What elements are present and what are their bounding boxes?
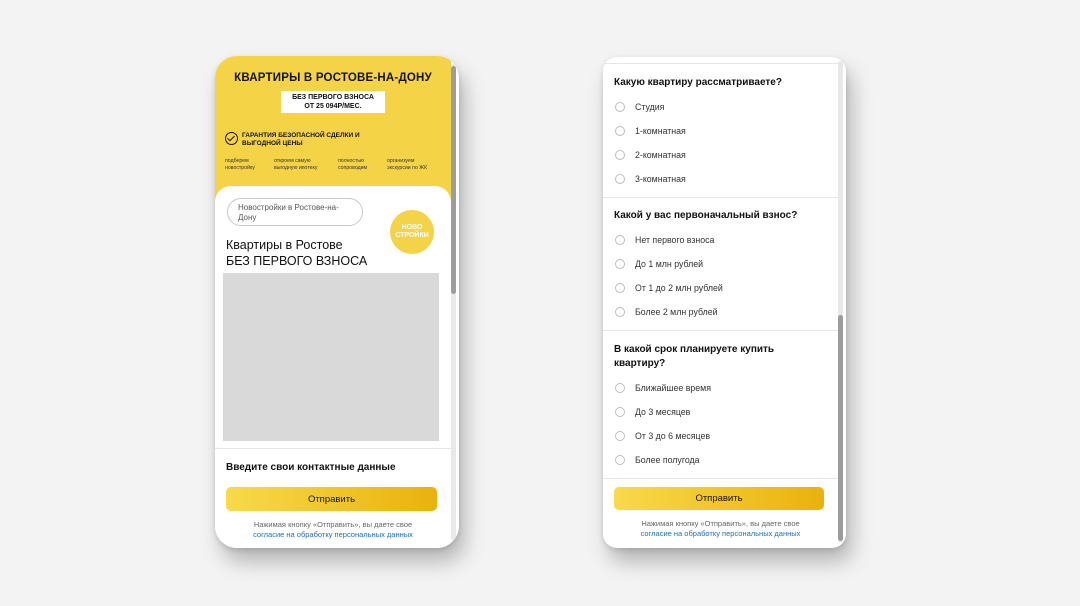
guarantee-text: ГАРАНТИЯ БЕЗОПАСНОЙ СДЕЛКИ И ВЫГОДНОЙ ЦЕНЫ [242,132,360,147]
option-up-to-3-months[interactable]: До 3 месяцев [615,407,690,417]
option-studio[interactable]: Студия [615,102,664,112]
badge-line2: СТРОЙКИ [395,232,429,239]
feature-item: организуем экскурсии по ЖК [387,158,428,171]
submit-button[interactable]: Отправить [614,487,824,510]
title-line1: Квартиры в Ростове [226,238,343,252]
right-phone-screen [603,57,846,548]
radio-button[interactable] [615,455,625,465]
radio-button[interactable] [615,150,625,160]
consent-note [603,519,838,539]
scrollbar-thumb[interactable] [838,315,843,541]
scrollbar[interactable] [838,61,843,543]
page-title [226,237,426,269]
radio-button[interactable] [615,174,625,184]
radio-button[interactable] [615,283,625,293]
category-chip[interactable]: Новостройки в Ростове-на-Дону [227,198,363,226]
option-no-down-payment[interactable]: Нет первого взноса [615,235,714,245]
option-over-2m[interactable]: Более 2 млн рублей [615,307,718,317]
question-timeframe: В какой срок планируете купить квартиру? [614,344,775,369]
consent-text: Нажимая кнопку «Отправить», вы даете свое [641,519,800,528]
question-down-payment: Какой у вас первоначальный взнос? [614,210,798,221]
consent-note [215,520,451,540]
badge-line1: НОВО [401,223,423,231]
left-phone-screen [215,56,459,548]
content-card [215,186,451,548]
radio-button[interactable] [615,307,625,317]
hero-banner [215,56,451,206]
guarantee [225,132,392,148]
radio-button[interactable] [615,383,625,393]
check-circle-icon [225,132,238,145]
submit-button[interactable]: Отправить [226,487,437,511]
scrollbar[interactable] [451,64,456,540]
divider [215,448,451,449]
radio-button[interactable] [615,102,625,112]
image-placeholder [223,273,439,441]
hero-title: КВАРТИРЫ В РОСТОВЕ-НА-ДОНУ [234,72,432,84]
consent-link[interactable]: согласие на обработку персональных данных [253,530,413,539]
consent-text: Нажимая кнопку «Отправить», вы даете свое [253,520,413,529]
option-up-to-1m[interactable]: До 1 млн рублей [615,259,703,269]
radio-button[interactable] [615,431,625,441]
option-1-to-2m[interactable]: От 1 до 2 млн рублей [615,283,723,293]
divider [603,330,838,331]
divider [603,63,838,64]
feature-item: откроем самую выгодную ипотеку [274,158,318,171]
divider [603,478,838,479]
radio-button[interactable] [615,126,625,136]
hero-badge-line1: БЕЗ ПЕРВОГО ВЗНОСА [292,94,374,101]
option-over-half-year[interactable]: Более полугода [615,455,700,465]
title-line2: БЕЗ ПЕРВОГО ВЗНОСА [226,254,368,268]
feature-item: полностью сопроводим [338,158,368,171]
hero-price-badge [281,91,385,113]
contact-title: Введите свои контактные данные [226,462,396,473]
radio-button[interactable] [615,259,625,269]
radio-button[interactable] [615,235,625,245]
features-list [225,158,433,172]
scrollbar-thumb[interactable] [451,66,456,294]
question-apartment-type: Какую квартиру рассматриваете? [614,77,782,88]
option-3-room[interactable]: 3-комнатная [615,174,686,184]
option-2-room[interactable]: 2-комнатная [615,150,686,160]
consent-link[interactable]: согласие на обработку персональных данных [640,529,801,538]
radio-button[interactable] [615,407,625,417]
option-asap[interactable]: Ближайшее время [615,383,711,393]
feature-item: подберем новостройку [225,158,255,171]
option-1-room[interactable]: 1-комнатная [615,126,686,136]
hero-badge-line2: ОТ 25 094Р/МЕС. [304,103,362,110]
divider [603,197,838,198]
option-3-to-6-months[interactable]: От 3 до 6 месяцев [615,431,710,441]
